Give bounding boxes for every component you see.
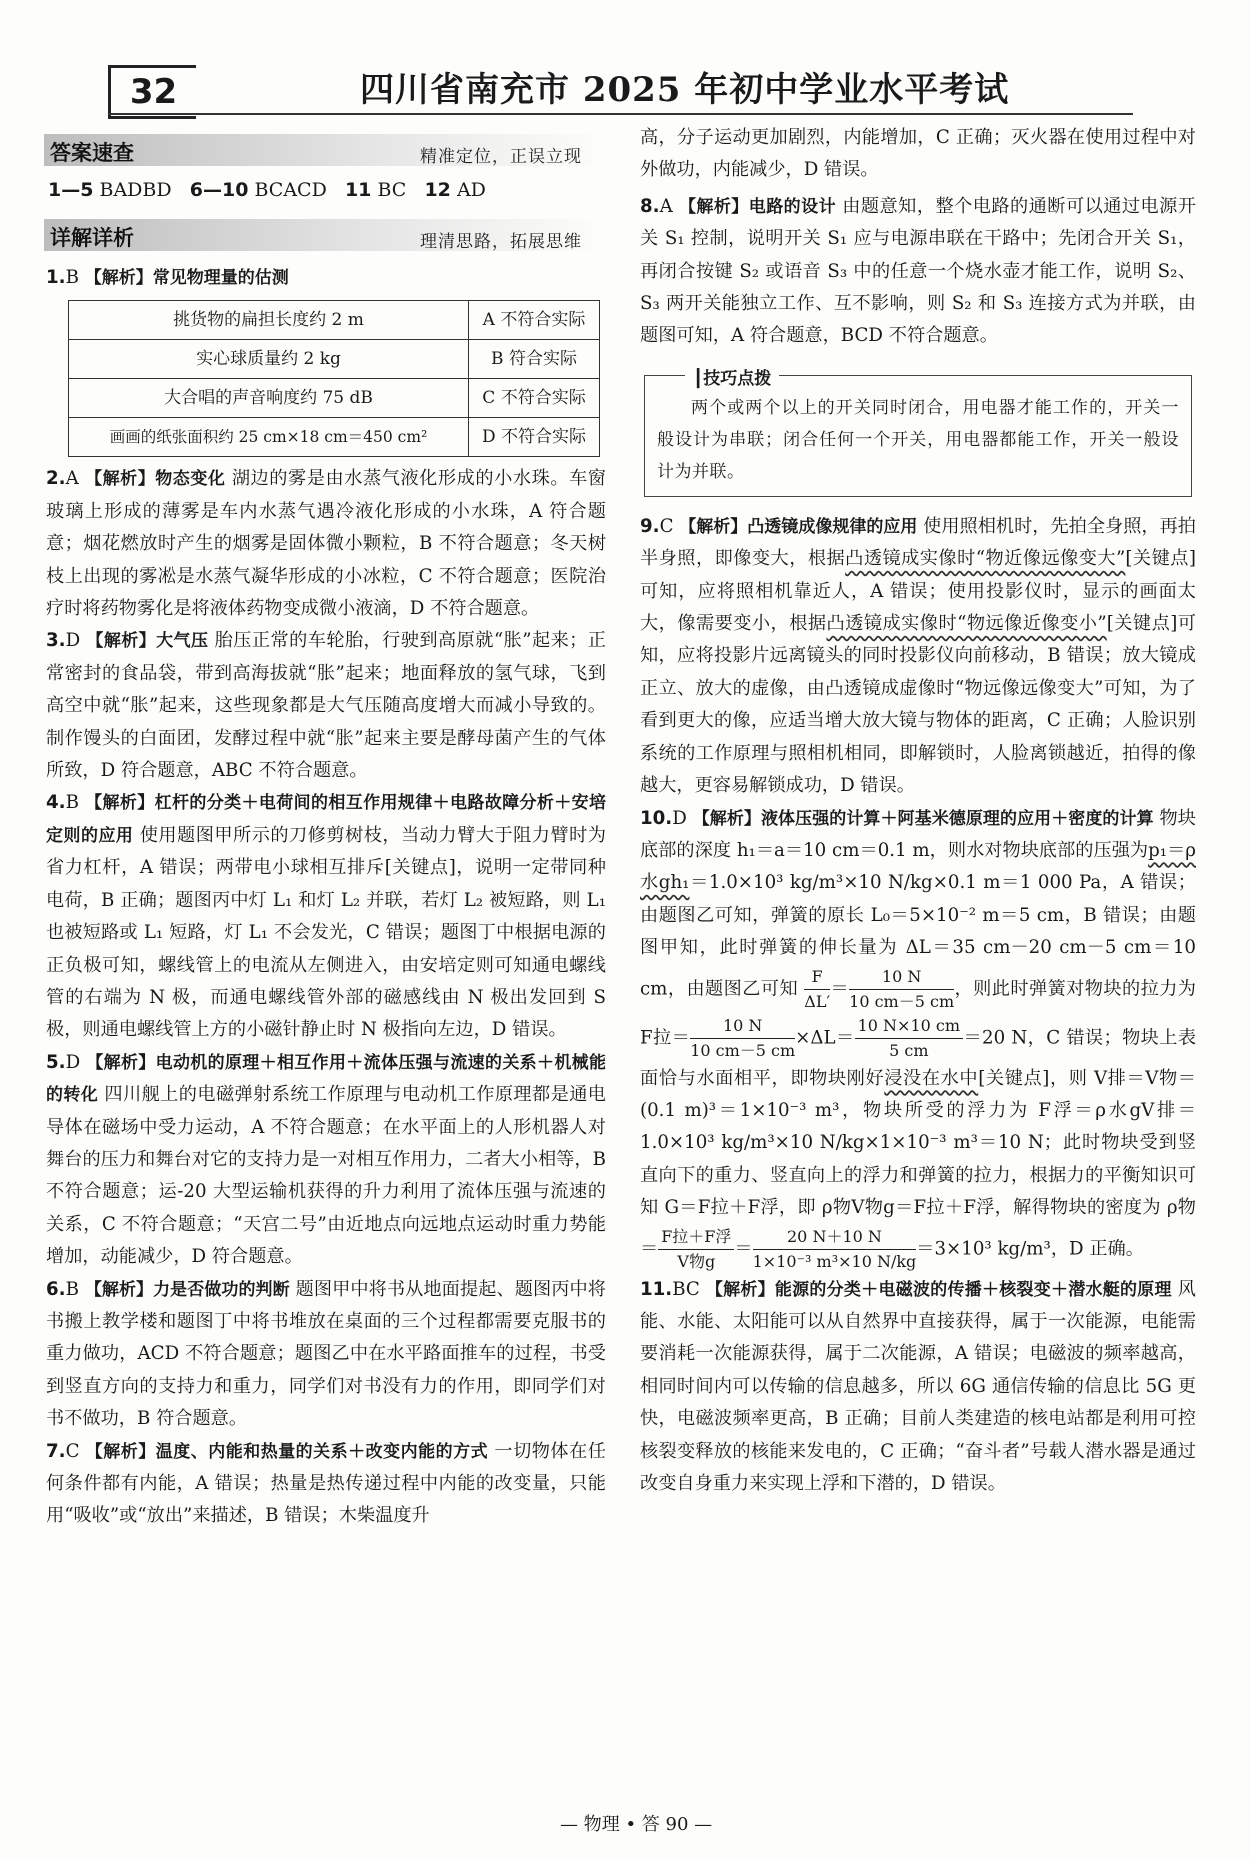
fraction: $\frac{\text{F拉＋F浮}}{\text{V物g}}$	[658, 1225, 734, 1274]
tip-box	[644, 368, 1192, 497]
fraction: $\frac{10 N\times 10 cm}{5 cm}$	[855, 1014, 963, 1063]
table-row: 挑货物的扁担长度约 2 m A 不符合实际	[69, 301, 600, 340]
fraction: $\frac{20 N+10 N}{\text{1×10⁻³ m³×10 N/kg}}$	[752, 1226, 917, 1271]
page-number-box	[108, 65, 196, 119]
q11: 11.BC 【解析】能源的分类＋电磁波的传播＋核裂变＋潜水艇的原理 风能、水能、太阳能可以从自然界中直接获得，属于一次能源，电能需要消耗一次能源获得，属于二次能源，A 错误；电磁波的频率越高，相同时间内可以传输的信息越多，所以 6G 通信传输的信息比 5G 更快，电磁波频率更高，B 正确；目前人类建造的核电站都是利用可控核裂变释放的核能来发电的，C 正确；“奋斗者”号载人潜水器是通过改变自身重力来实现上浮和下潜的，D 错误。	[640, 1278, 1196, 1494]
right-column	[640, 122, 1196, 1500]
fraction: $\frac{10 N}{10 cm-5 cm}$	[690, 1015, 796, 1060]
q1-table	[68, 300, 600, 457]
table-row: 画画的纸张面积约 25 cm×18 cm＝450 cm² D 不符合实际	[69, 418, 600, 457]
page-number: 32	[129, 72, 178, 112]
q2: 2.A 【解析】物态变化 湖边的雾是由水蒸气液化形成的小水珠。车窗玻璃上形成的薄雾是车内水蒸气遇冷液化形成的小水珠，A 符合题意；烟花燃放时产生的烟雾是固体微小颗粒，B 不符合题意；冬天树枝上出现的雾凇是水蒸气凝华形成的小冰粒，C 不符合题意；医院治疗时将药物雾化是将液体药物变成微小液滴，D 不符合题意。	[46, 468, 606, 620]
q9: 9.C 【解析】凸透镜成像规律的应用 使用照相机时，先拍全身照，再拍半身照，即像变大，根据凸透镜成实像时“物近像远像变大”[关键点]可知，应将照相机靠近人，A 错误；使用投影仪时，显示的画面太大，像需要变小，根据凸透镜成实像时“物远像近像变小”[关键点]可知，应将投影片远离镜头的同时投影仪向前移动，B 错误；放大镜成正立、放大的虚像，由凸透镜成虚像时“物远像远像变大”可知，为了看到更大的像，应适当增大放大镜与物体的距离，C 正确；人脸识别系统的工作原理与照相机相同，即解锁时，人脸离锁越近，拍得的像越大，更容易解锁成功，D 错误。	[640, 515, 1196, 797]
q3: 3.D 【解析】大气压 胎压正常的车轮胎，行驶到高原就“胀”起来；正常密封的食品袋，带到高海拔就“胀”起来；地面释放的氢气球，飞到高空中就“胀”起来，这些现象都是大气压随高度增大而减小导致的。制作馒头的白面团，发酵过程中就“胀”起来主要是酵母菌产生的气体所致，D 符合题意，ABC 不符合题意。	[46, 630, 606, 782]
answers-motto: 精准定位，正误立现	[420, 147, 582, 167]
table-row: 大合唱的声音响度约 75 dB C 不符合实际	[69, 379, 600, 418]
q7-continued: 高，分子运动更加剧烈，内能增加，C 正确；灭火器在使用过程中对外做功，内能减少，D 错误。	[640, 127, 1196, 181]
q4: 4.B 【解析】杠杆的分类＋电荷间的相互作用规律＋电路故障分析＋安培定则的应用 使用题图甲所示的刀修剪树枝，当动力臂大于阻力臂时为省力杠杆，A 错误；两带电小球相互排斥[关键点]，说明一定带同种电荷，B 正确；题图丙中灯 L₁ 和灯 L₂ 并联，若灯 L₂ 被短路，则 L₁ 也被短路或 L₁ 短路，灯 L₁ 不会发光，C 错误；题图丁中根据电源的正负极可知，螺线管上的电流从左侧进入，由安培定则可知通电螺线管的右端为 N 极，而通电螺线管外部的磁感线由 N 极出发回到 S 极，则通电螺线管上方的小磁针静止时 N 极指向左边，D 错误。	[46, 792, 606, 1041]
q7: 7.C 【解析】温度、内能和热量的关系＋改变内能的方式 一切物体在任何条件都有内能，A 错误；热量是热传递过程中内能的改变量，只能用“吸收”或“放出”来描述，B 错误；木柴温度升	[46, 1440, 606, 1527]
q1: 1.B 【解析】常见物理量的估测	[46, 267, 289, 288]
fraction: $\frac{F}{\Delta L'}$	[804, 966, 831, 1011]
tip-title: ┃技巧点拨	[685, 363, 779, 395]
answers-title: 答案速查	[50, 141, 134, 165]
page-title: 四川省南充市 2025 年初中学业水平考试	[360, 70, 1010, 110]
detail-motto: 理清思路，拓展思维	[420, 232, 582, 252]
page-footer: — 物理 • 答 90 —	[560, 1814, 713, 1835]
fraction: $\frac{10 N}{10 cm-5 cm}$	[849, 966, 955, 1011]
tip-text: 两个或两个以上的开关同时闭合，用电器才能工作的，开关一般设计为串联；闭合任何一个开关，用电器都能工作，开关一般设计为并联。	[657, 397, 1179, 482]
q5: 5.D 【解析】电动机的原理＋相互作用＋流体压强与流速的关系＋机械能的转化 四川舰上的电磁弹射系统工作原理与电动机工作原理都是通电导体在磁场中受力运动，A 不符合题意；在水平面上的人形机器人对舞台的压力和舞台对它的支持力是一对相互作用力，二者大小相等，B 不符合题意；运-20 大型运输机获得的升力利用了流体压强与流速的关系，C 不符合题意；“天宫二号”由近地点向远地点运动时重力势能增加，动能减少，D 符合题意。	[46, 1051, 606, 1268]
header-rule	[108, 113, 1133, 115]
detail-title: 详解详析	[50, 226, 134, 250]
answer-key: 1—5 BADBD 6—10 BCACD 11 BC 12 AD	[48, 179, 486, 201]
q10: 10.D 【解析】液体压强的计算＋阿基米德原理的应用＋密度的计算 物块底部的深度 h₁＝a＝10 cm＝0.1 m，则水对物块底部的压强为p₁＝ρ水gh₁＝1.0×10³ kg/m³×10 N/kg×0.1 m＝1 000 Pa，A 错误；由题图乙可知，弹簧的原长 L₀＝5×10⁻² m＝5 cm，B 错误；由题图甲知，此时弹簧的伸长量为 ΔL＝35 cm－20 cm－5 cm＝10 cm，由题图乙可知 $\frac{F}{\Delta L'}$ ＝ $\frac{10 N}{10 cm-5 cm}$ ，则此时弹簧对物块的拉力为 F拉＝ $\frac{10 N}{10 cm-5 cm}$ ×ΔL＝ $\frac{10 N\times 10 cm}{5 cm}$ ＝20 N，C 错误；物块上表面恰与水面相平，即物块刚好浸没在水中[关键点]，则 V排＝V物＝(0.1 m)³＝1×10⁻³ m³，物块所受的浮力为 F浮＝ρ水gV排＝1.0×10³ kg/m³×10 N/kg×1×10⁻³ m³＝10 N；此时物块受到竖直向下的重力、竖直向上的浮力和弹簧的拉力，根据力的平衡知识可知 G＝F拉＋F浮，即 ρ物V物g＝F拉＋F浮，解得物块的密度为 ρ物＝ $\frac{\text{F拉＋F浮}}{\text{V物g}}$ ＝ $\frac{20 N+10 N}{\text{1×10⁻³ m³×10 N/kg}}$ ＝3×10³ kg/m³，D 正确。	[640, 803, 1196, 1274]
q8: 8.A 【解析】电路的设计 由题意知，整个电路的通断可以通过电源开关 S₁ 控制，说明开关 S₁ 应与电源串联在干路中；先闭合开关 S₁，再闭合按键 S₂ 或语音 S₃ 中的任意一个烧水壶才能工作，说明 S₂、S₃ 两开关能独立工作、互不影响，则 S₂ 和 S₃ 连接方式为并联，由题图可知，A 符合题意，BCD 不符合题意。	[640, 195, 1196, 347]
left-column	[46, 262, 606, 1533]
table-row: 实心球质量约 2 kg B 符合实际	[69, 340, 600, 379]
q6: 6.B 【解析】力是否做功的判断 题图甲中将书从地面提起、题图丙中将书搬上教学楼和题图丁中将书堆放在桌面的三个过程都需要克服书的重力做功，ACD 不符合题意；题图乙中在水平路面推车的过程，书受到竖直方向的支持力和重力，同学们对书没有力的作用，即同学们对书不做功，B 符合题意。	[46, 1278, 606, 1430]
